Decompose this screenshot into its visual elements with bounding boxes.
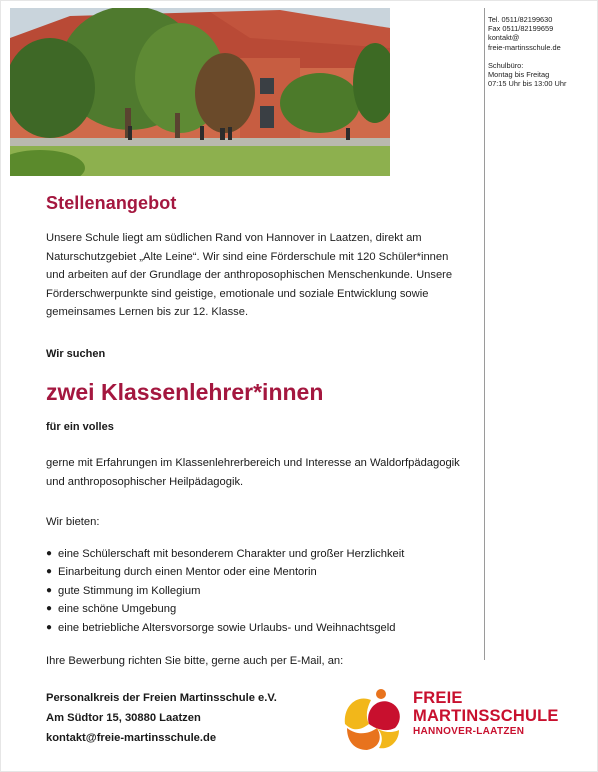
column-divider [484, 8, 485, 660]
address-line-street: Am Südtor 15, 30880 Laatzen [46, 712, 201, 724]
logo-line-freie: FREIE [413, 689, 463, 707]
list-item: ● eine Schülerschaft mit besonderem Charakter und großer Herzlichkeit [46, 545, 476, 563]
bullet-icon: ● [46, 566, 53, 578]
list-item: ● eine betriebliche Altersvorsorge sowie Urlaubs- und Weihnachtsgeld [46, 619, 476, 637]
application-note: Ihre Bewerbung richten Sie bitte, gerne auch per E-Mail, an: [46, 655, 344, 667]
contact-email-line1: kontakt@ [488, 33, 520, 43]
office-hours: 07:15 Uhr bis 13:00 Uhr [488, 79, 567, 89]
bullet-icon: ● [46, 548, 53, 559]
list-item: ● gute Stimmung im Kollegium [46, 582, 476, 600]
address-line-org: Personalkreis der Freien Martinsschule e.V. [46, 692, 277, 704]
bullet-icon: ● [46, 603, 53, 615]
bullet-icon: ● [46, 584, 53, 596]
logo-line-location: HANNOVER-LAATZEN [413, 726, 525, 737]
wir-bieten-label: Wir bieten: [46, 516, 100, 528]
logo-line-martinsschule: MARTINSSCHULE [413, 707, 559, 725]
list-item: ● Einarbeitung durch einen Mentor oder eine Mentorin [46, 563, 476, 581]
contact-email-line2: freie-martinsschule.de [488, 42, 561, 52]
postal-address [46, 688, 277, 748]
intro-paragraph: Unsere Schule liegt am südlichen Rand von Hannover in Laatzen, direkt am Naturschutzgebiet „Alte Leine“. Wir sind eine Förderschule mit 120 Schüler*innen und arbeiten auf der Grundlage der anthroposophischen Menschenkunde. Unsere Förderschwerpunkte sind geistige, emotionale und soziale Entwicklung sowie gemeinsames Lernen bis zur 12. Klasse. [46, 232, 453, 319]
contact-phone: Tel. 0511/82199630 [488, 15, 553, 24]
school-logo [339, 684, 579, 756]
office-days: Montag bis Freitag [488, 70, 550, 80]
position-title: zwei Klassenlehrer*innen [46, 379, 324, 405]
address-line-email[interactable]: kontakt@freie-martinsschule.de [46, 732, 217, 744]
requirements-paragraph: gerne mit Erfahrungen im Klassenlehrerbereich und Interesse an Waldorfpädagogik und anthroposophischer Heilpädagogik. [46, 457, 460, 488]
bullet-icon: ● [46, 621, 53, 633]
wir-suchen-label: Wir suchen [46, 348, 106, 360]
office-label: Schulbüro: [488, 60, 524, 70]
benefits-list [46, 545, 476, 637]
logo-mark-icon [339, 686, 407, 752]
logo-wordmark [413, 689, 559, 739]
school-photo-illustration [10, 8, 390, 176]
contact-fax: Fax 0511/82199659 [488, 24, 554, 34]
page-title: Stellenangebot [46, 193, 177, 213]
school-photo [10, 8, 390, 176]
contact-info [488, 15, 596, 88]
list-item: ● eine schöne Umgebung [46, 600, 476, 618]
employment-scope: für ein volles [46, 421, 114, 433]
